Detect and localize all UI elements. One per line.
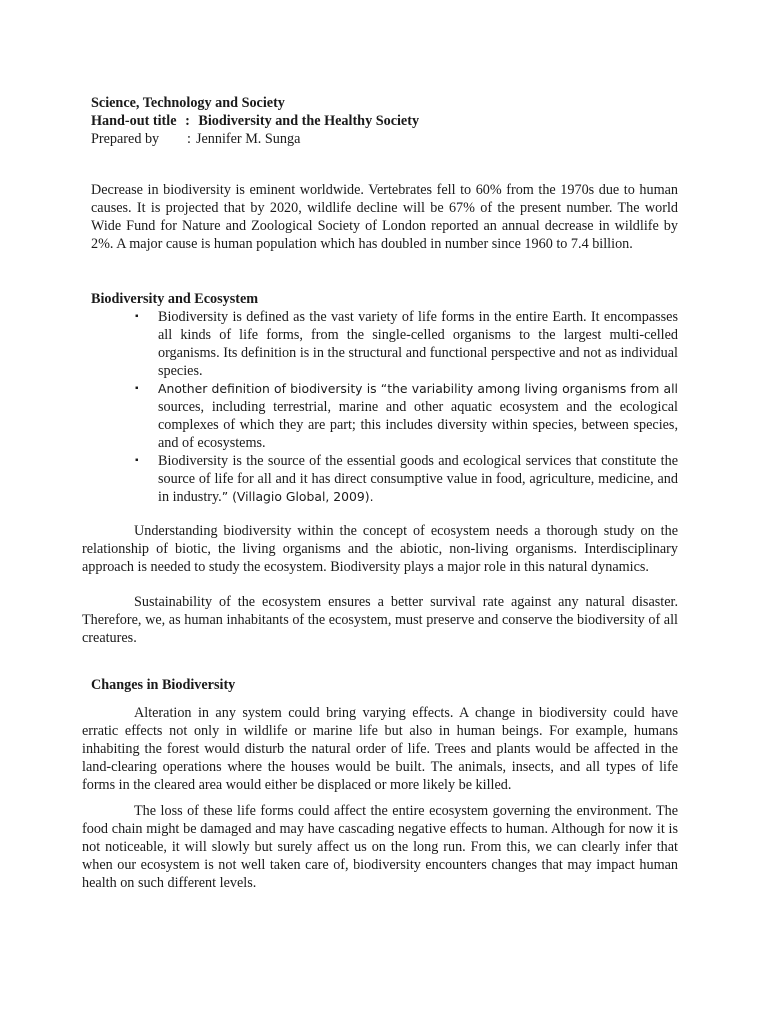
list-item <box>132 308 678 380</box>
course-title: Science, Technology and Society <box>91 95 285 111</box>
handout-label: Hand-out title <box>91 113 177 129</box>
sustainability-paragraph: Sustainability of the ecosystem ensures a better survival rate against any natural disaster. Therefore, we, as human inhabitants of the ecosystem, must preserve and conserve the biodiversity of all creatures. <box>82 594 678 646</box>
handout-separator: : <box>185 113 190 129</box>
list-item-lead: Another definition of biodiversity is “the variability among living organisms from all <box>158 381 678 396</box>
handout-title: Biodiversity and the Healthy Society <box>198 113 420 129</box>
intro-paragraph: Decrease in biodiversity is eminent worldwide. Vertebrates fell to 60% from the 1970s due to human causes. It is projected that by 2020, wildlife decline will be 67% of the present number. The world Wide Fund for Nature and Zoological Society of London reported an annual decrease in wildlife by 2%. A major cause is human population which has doubled in number since 1960 to 7.4 billion. <box>91 182 678 252</box>
handout-title-row <box>91 112 419 130</box>
prepared-by-separator: : <box>187 131 191 147</box>
list-item-text: sources, including terrestrial, marine and other aquatic ecosystem and the ecological complexes of which they are part; this includes diversity within species, between species, and of ecosystems. <box>158 399 678 451</box>
list-item <box>132 452 678 506</box>
list-item-text: Biodiversity is defined as the vast variety of life forms in the entire Earth. It encompasses all kinds of life forms, from the single-celled organisms to the largest multi-celled organisms. Its definition is in the structural and functional perspective and not as individual species. <box>158 309 678 379</box>
alteration-paragraph: Alteration in any system could bring varying effects. A change in biodiversity could have erratic effects not only in wildlife or marine life but also in human beings. For example, humans inhabiting the forest would disturb the natural order of life. Trees and plants would be affected in the land-clearing operations where the houses would be built. The animals, insects, and all types of life forms in the cleared area would either be displaced or more likely be killed. <box>82 705 678 793</box>
list-item <box>132 380 678 452</box>
prepared-by-label: Prepared by <box>91 131 160 147</box>
bullet-icon: ▪ <box>135 383 139 394</box>
prepared-by-row <box>91 130 419 148</box>
bullet-icon: ▪ <box>135 311 139 322</box>
loss-paragraph: The loss of these life forms could affect the entire ecosystem governing the environment. The food chain might be damaged and may have cascading negative effects to human. Although for now it is not noticeable, it will slowly but surely affect us on the long run. From this, we can clearly infer that when our ecosystem is not well taken care of, biodiversity encounters changes that may impact human health on such different levels. <box>82 803 678 891</box>
list-item-text: Biodiversity is the source of the essential goods and ecological services that constitute the source of life for all and it has direct consumptive value in food, agriculture, medicine, and in industry. <box>158 453 678 505</box>
section-heading-biodiversity-ecosystem: Biodiversity and Ecosystem <box>91 291 259 307</box>
ecosystem-paragraph: Understanding biodiversity within the concept of ecosystem needs a thorough study on the relationship of biotic, the living organisms and the abiotic, non-living organisms. Interdisciplinary approach is needed to study the ecosystem. Biodiversity plays a major role in this natural dynamics. <box>82 523 678 575</box>
bullet-icon: ▪ <box>135 455 139 466</box>
definition-list <box>132 308 678 506</box>
document-header <box>91 94 419 148</box>
author-name: Jennifer M. Sunga <box>195 131 301 147</box>
citation: ” (Villagio Global, 2009). <box>221 489 374 504</box>
section-heading-changes: Changes in Biodiversity <box>91 677 236 693</box>
